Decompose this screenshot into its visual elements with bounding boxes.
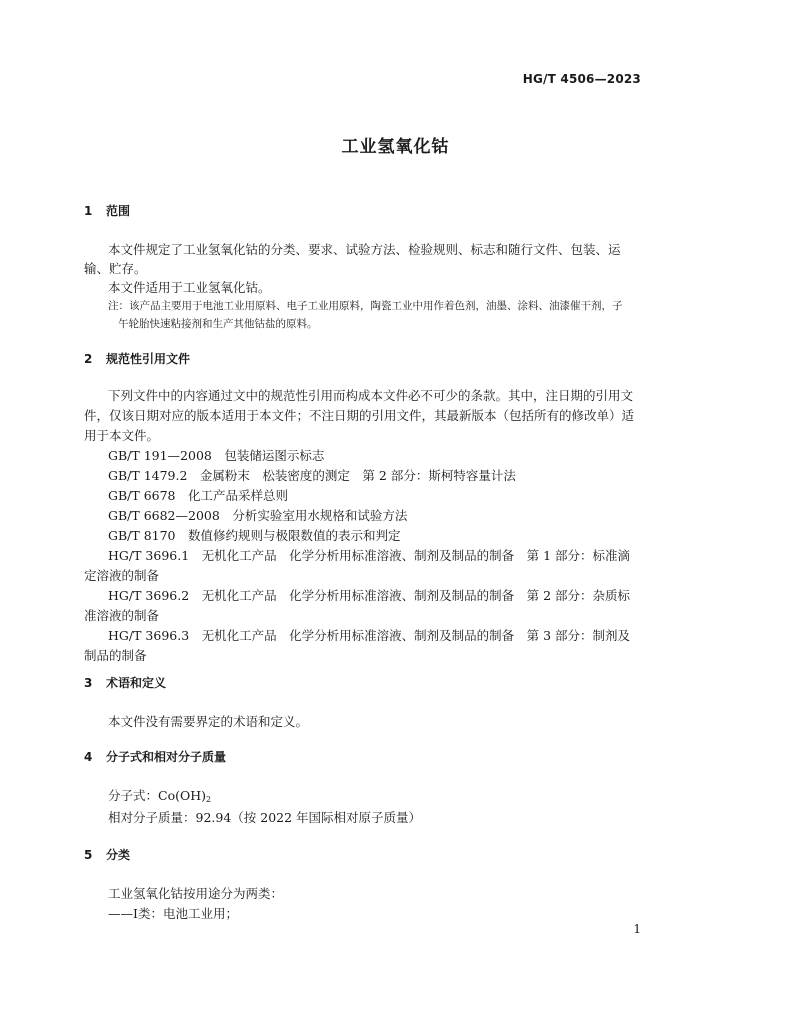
reference-item: HG/T 3696.2 无机化工产品 化学分析用标准溶液、制剂及制品的制备 第 2 部分：杂质标 [108, 588, 631, 603]
paragraph: 下列文件中的内容通过文中的规范性引用而构成本文件必不可少的条款。其中，注日期的引用文 [108, 388, 634, 403]
paragraph: 本文件适用于工业氢氧化钴。 [108, 280, 271, 295]
paragraph: 输、贮存。 [84, 261, 147, 276]
list-item: ——Ⅰ类：电池工业用； [108, 906, 238, 921]
section-title: 规范性引用文件 [106, 352, 191, 366]
section-title: 范围 [106, 204, 131, 218]
paragraph: 本文件规定了工业氢氧化钴的分类、要求、试验方法、检验规则、标志和随行文件、包装、运 [108, 242, 621, 257]
paragraph: 本文件没有需要界定的术语和定义。 [108, 714, 309, 729]
formula-subscript: 2 [206, 795, 212, 804]
reference-item: HG/T 3696.1 无机化工产品 化学分析用标准溶液、制剂及制品的制备 第 1 部分：标准滴 [108, 548, 631, 563]
page-number: 1 [633, 922, 641, 936]
note: 午轮胎快速粘接剂和生产其他钴盐的原料。 [118, 318, 318, 330]
reference-item: GB/T 8170 数值修约规则与极限数值的表示和判定 [108, 528, 401, 543]
section-5-heading [84, 846, 130, 863]
section-number: 4 [84, 750, 93, 764]
reference-item: GB/T 6678 化工产品采样总则 [108, 488, 289, 503]
section-title: 分子式和相对分子质量 [106, 750, 227, 764]
reference-item: 定溶液的制备 [84, 568, 160, 583]
section-number: 5 [84, 848, 93, 862]
paragraph: 工业氢氧化钴按用途分为两类： [108, 886, 284, 901]
note: 注：该产品主要用于电池工业用原料、电子工业用原料，陶瓷工业中用作着色剂，油墨、涂料、油漆催干剂，子 [108, 300, 623, 312]
section-number: 3 [84, 676, 93, 690]
section-1-heading [84, 202, 130, 219]
reference-item: GB/T 1479.2 金属粉末 松装密度的测定 第 2 部分：斯柯特容量计法 [108, 468, 516, 483]
reference-item: 准溶液的制备 [84, 608, 160, 623]
paragraph: 件，仅该日期对应的版本适用于本文件；不注日期的引用文件，其最新版本（包括所有的修改单）适 [84, 408, 635, 423]
section-title: 术语和定义 [106, 676, 167, 690]
reference-item: HG/T 3696.3 无机化工产品 化学分析用标准溶液、制剂及制品的制备 第 3 部分：制剂及 [108, 628, 631, 643]
section-title: 分类 [106, 848, 131, 862]
molecular-formula [108, 786, 211, 804]
section-2-heading [84, 350, 190, 367]
section-number: 1 [84, 204, 93, 218]
standard-code: HG/T 4506—2023 [522, 72, 641, 86]
reference-item: GB/T 191—2008 包装储运图示标志 [108, 448, 325, 463]
document-title: 工业氢氧化钴 [341, 137, 450, 157]
reference-item: GB/T 6682—2008 分析实验室用水规格和试验方法 [108, 508, 408, 523]
formula-text: 分子式：Co(OH) [108, 788, 206, 803]
molecular-mass: 相对分子质量：92.94（按 2022 年国际相对原子质量） [108, 810, 422, 825]
reference-item: 制品的制备 [84, 648, 147, 663]
section-number: 2 [84, 352, 93, 366]
section-3-heading [84, 674, 166, 691]
section-4-heading [84, 748, 226, 765]
paragraph: 用于本文件。 [84, 428, 160, 443]
